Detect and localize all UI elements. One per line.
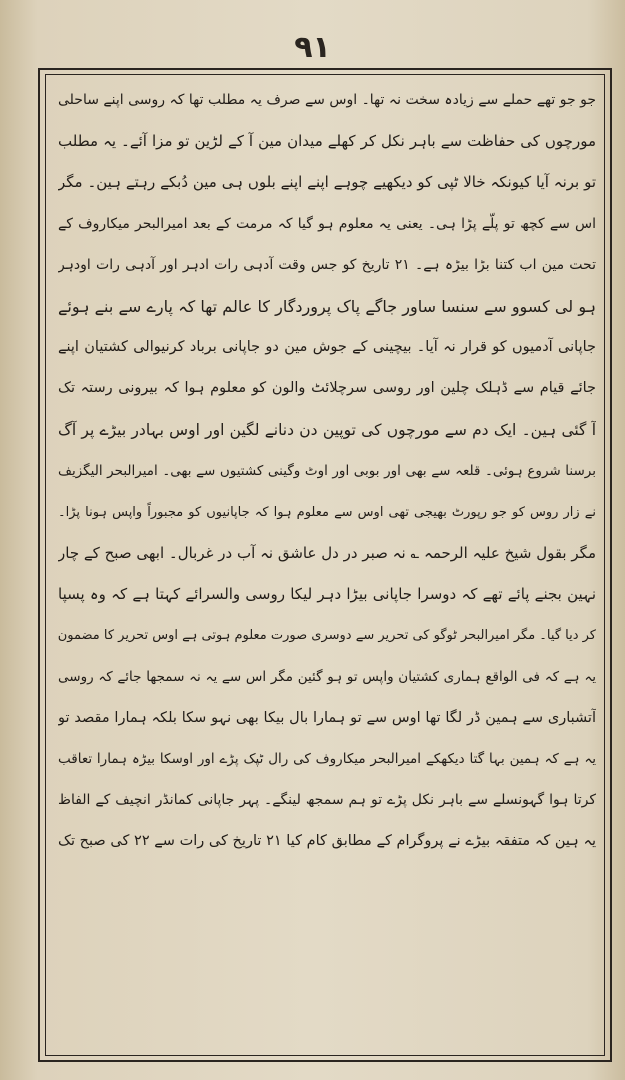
text-line: کر دیا گیا۔ مگر امیرالبحر ٹوگو کی تحریر سے دوسری صورت معلوم ہوتی ہے اوس تحریر کا مضمون bbox=[58, 628, 596, 644]
text-line: مگر بقول شیخ علیہ الرحمہ ؎ نہ صبر در دل عاشق نہ آب در غربال۔ ابھی صبح کے چار bbox=[58, 544, 596, 563]
text-line: یہ ہے کہ فی الواقع ہماری کشتیان واپس تو ہو گئین مگر اس سے یہ نہ سمجھا جائے کہ روسی bbox=[58, 668, 596, 685]
text-line: آ گئی ہین۔ ایک دم سے مورچوں کی توپین دن دنانے لگین اور اوس بہادر بیڑے پر آگ bbox=[58, 420, 596, 439]
text-line: کرتا ہوا گہونسلے سے باہر نکل پڑے تو ہم سمجھ لینگے۔ پہر جاپانی کمانڈر انچیف کے الفاظ bbox=[58, 792, 596, 809]
text-line: جائے قیام سے ڈہلک چلین اور روسی سرچلائٹ والون کو معلوم ہوا کہ بیرونی رستہ تک bbox=[58, 380, 596, 397]
text-line: برسنا شروع ہوئی۔ قلعہ سے بھی اور بوبی اور اوٹ وگینی کشتیوں سے بھی۔ امیرالبحر الیگزیف bbox=[58, 462, 596, 479]
text-line: اس سے کچھ تو پلّے پڑا ہی۔ یعنی یہ معلوم ہو گیا کہ مرمت کے بعد امیرالبحر میکاروف کے bbox=[58, 215, 596, 232]
text-line: یہ ہے کہ ہمین بہا گتا دیکھکے امیرالبحر میکاروف کی رال ٹپک پڑے اور اوسکا بیڑہ ہمارا تعاقب bbox=[58, 751, 596, 767]
text-line: آتشباری سے ہمین ڈر لگا تھا اوس سے تو ہمارا بال بیکا بھی نہو سکا بلکہ ہمارا مقصد تو bbox=[58, 709, 596, 726]
text-line: یہ ہین کہ متفقہ بیڑے نے پروگرام کے مطابق کام کیا ۲۱ تاریخ کی رات سے ۲۲ کی صبح تک bbox=[58, 833, 596, 850]
page-number: ۹۱ bbox=[294, 30, 331, 65]
text-line: نہین بجنے پائے تھے کہ دوسرا جاپانی بیڑا دہر لیکا روسی والسرائے کہتا ہے کہ وہ پسپا bbox=[58, 585, 596, 604]
text-line: مورچوں کی حفاظت سے باہر نکل کر کھلے میدان مین آ کے لڑین تو مزا آئے۔ یہ مطلب bbox=[58, 132, 596, 151]
text-line: ہو لی کسوو سے سنسا ساور جاگے پاک پروردگار کا عالم تھا کہ پارے سے بنے ہوئے bbox=[58, 296, 596, 316]
text-line: تو برنہ آیا کیونکہ خالا ٹپی کو دیکھیے چوہے اپنے اپنے بلوں ہی مین دُبکے رہتے ہین۔ مگر bbox=[58, 173, 596, 192]
urdu-text-block bbox=[58, 80, 596, 1050]
text-line: جاپانی آدمیوں کو قرار نہ آیا۔ بیچینی کے جوش مین دو جاپانی برباد کرنیوالی کشتیان اپنے bbox=[58, 339, 596, 356]
text-line: نے زار روس کو جو رپورٹ بھیجی تھی اوس سے معلوم ہوا کہ جاپانیوں کو مجبوراً واپس ہونا پڑا۔ bbox=[58, 504, 596, 520]
text-line: تحت مین اب کتنا بڑا بیڑہ ہے۔ ۲۱ تاریخ کو جس وقت آدہی رات ادہر اور آدہی رات اودہر bbox=[58, 256, 596, 273]
text-line: جو جو تھے حملے سے زیادہ سخت نہ تھا۔ اوس سے صرف یہ مطلب تھا کہ روسی اپنے ساحلی bbox=[58, 92, 596, 108]
